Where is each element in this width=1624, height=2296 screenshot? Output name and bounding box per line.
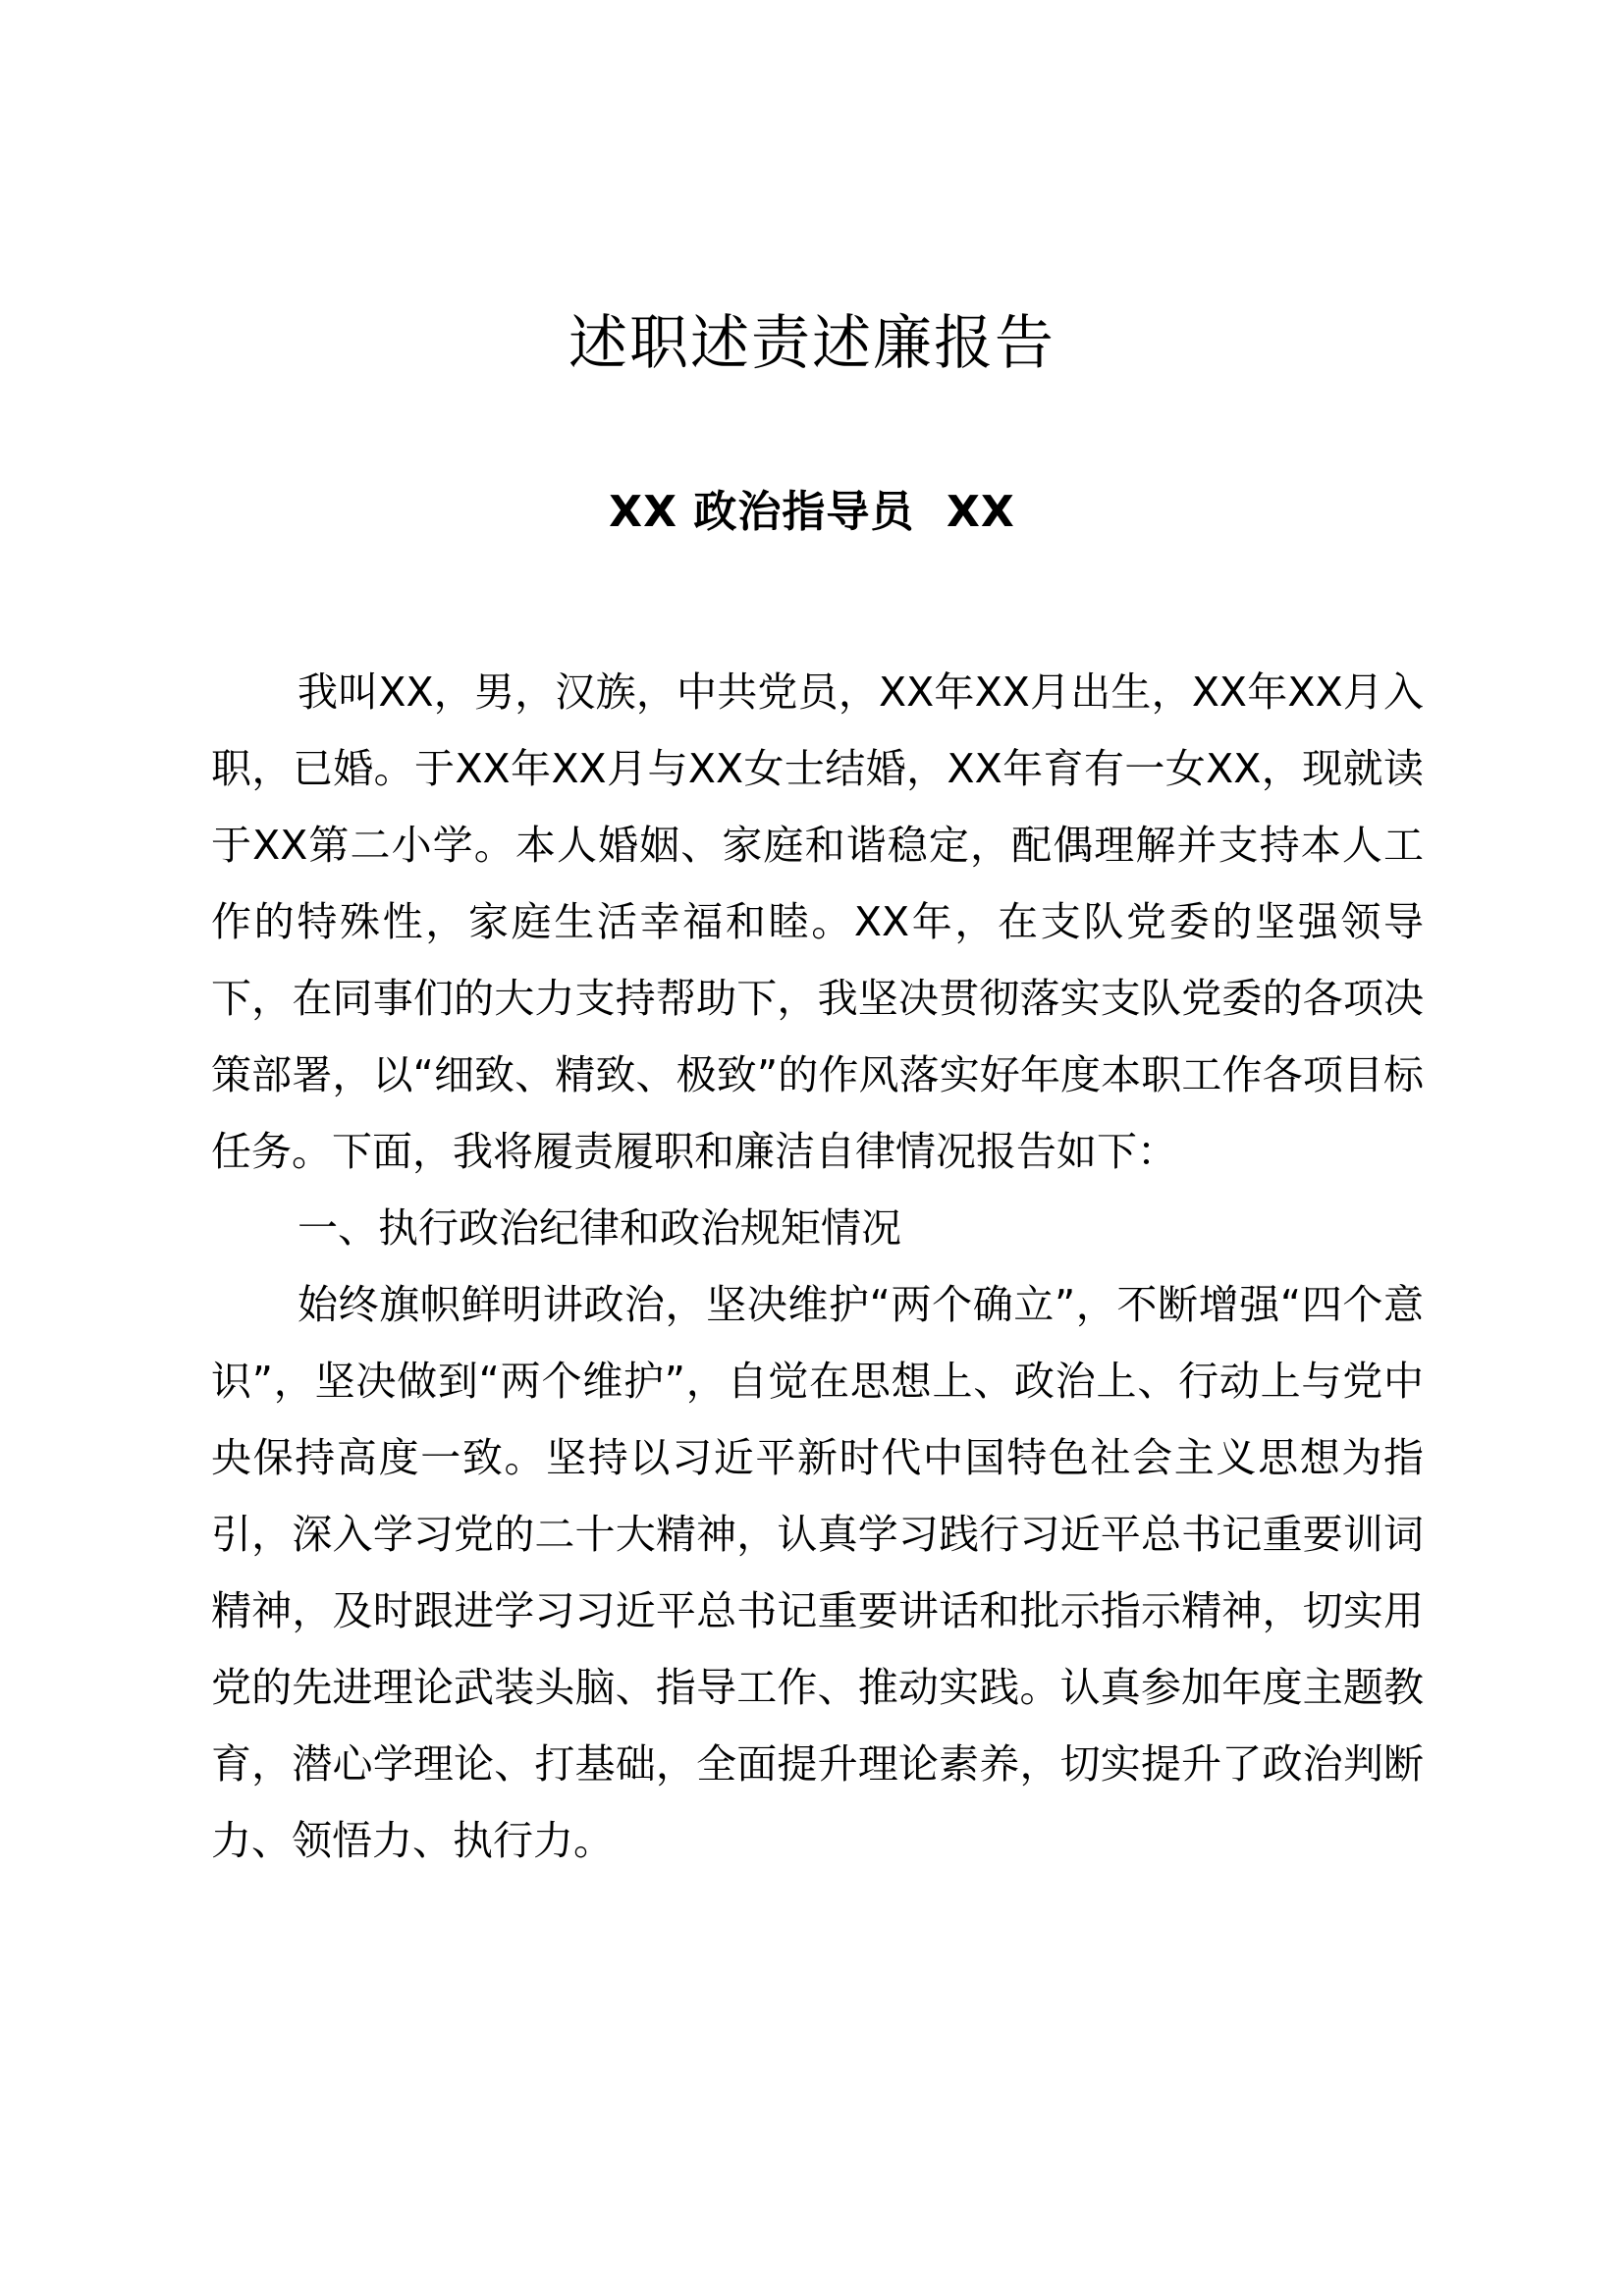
author-line: XX 政治指导员 XX <box>609 487 1015 537</box>
document-title: 述职述责述廉报告 <box>568 309 1056 378</box>
document-body <box>211 654 1424 1879</box>
intro-paragraph: 我叫XX，男，汉族，中共党员，XX年XX月出生，XX年XX月入职，已婚。于XX年XX月与XX女士结婚，XX年育有一女XX，现就读于XX第二小学。本人婚姻、家庭和谐稳定，配偶理解并支持本人工作的特殊性，家庭生活幸福和睦。XX年，在支队党委的坚强领导下，在同事们的大力支持帮助下，我坚决贯彻落实支队党委的各项决策部署，以“细致、精致、极致”的作风落实好年度本职工作各项目标任务。下面，我将履责履职和廉洁自律情况报告如下： <box>211 668 1424 1175</box>
section-heading-1: 一、执行政治纪律和政治规矩情况 <box>298 1204 901 1252</box>
section-1-paragraph: 始终旗帜鲜明讲政治，坚决维护“两个确立”，不断增强“四个意识”，坚决做到“两个维护”，自觉在思想上、政治上、行动上与党中央保持高度一致。坚持以习近平新时代中国特色社会主义思想为指引，深入学习党的二十大精神，认真学习践行习近平总书记重要训词精神，及时跟进学习习近平总书记重要讲话和批示指示精神，切实用党的先进理论武装头脑、指导工作、推动实践。认真参加年度主题教育，潜心学理论、打基础，全面提升理论素养，切实提升了政治判断力、领悟力、执行力。 <box>211 1281 1424 1864</box>
